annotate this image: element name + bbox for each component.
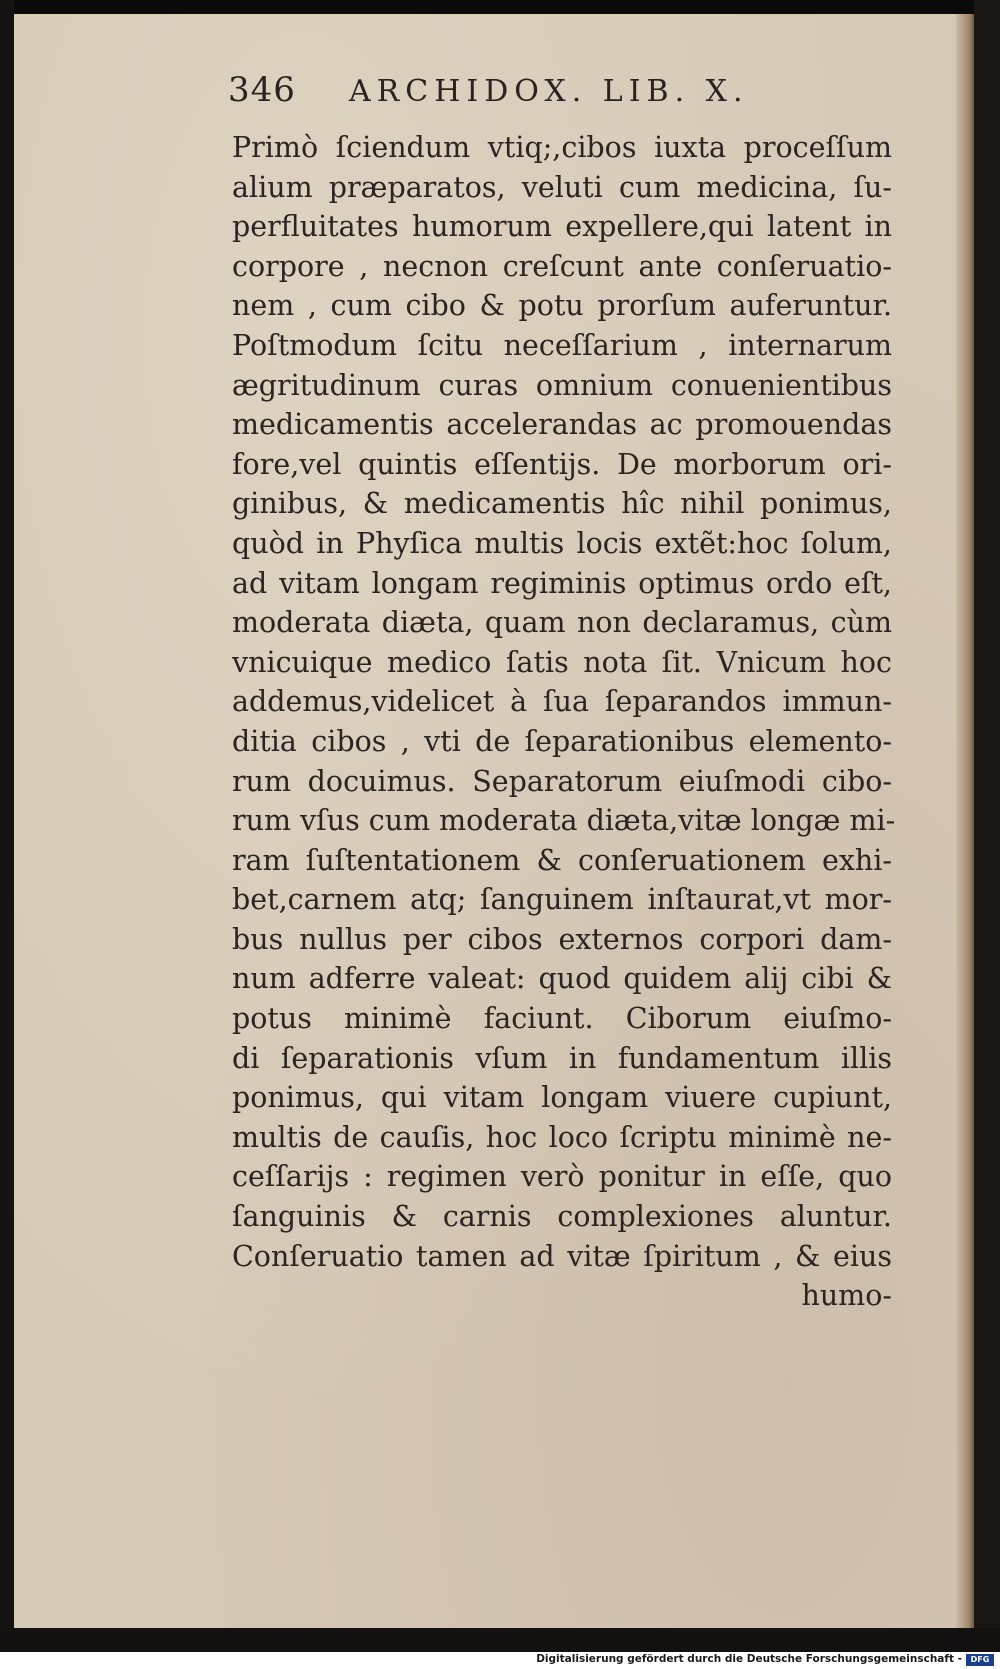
text-line: multis de cauſis, hoc loco ſcriptu minimè ne- [232, 1120, 892, 1154]
text-line: nem , cum cibo & potu prorſum auferuntur. [232, 289, 892, 323]
text-line: alium præparatos, veluti cum medicina, ſu- [232, 170, 892, 204]
text-line: ægritudinum curas omnium conuenientibus [232, 368, 892, 402]
text-line: ram ſuſtentationem & conſeruationem exhi- [232, 843, 892, 877]
text-line: vnicuique medico ſatis nota ſit. Vnicum hoc [232, 645, 892, 679]
text-line: addemus,videlicet à ſua ſeparandos immun- [232, 685, 892, 719]
text-line: ceſſarijs : regimen verò ponitur in eſſe, quo [232, 1160, 892, 1194]
page-header [228, 70, 788, 122]
text-line: Poſtmodum ſcitu neceſſarium , internarum [232, 328, 892, 362]
body-text [232, 128, 896, 1316]
text-line: quòd in Phyſica multis locis extẽt:hoc ſolum, [232, 526, 892, 560]
text-line: ditia cibos , vti de ſeparationibus elemento- [232, 724, 892, 758]
text-line: humo- [801, 1279, 892, 1313]
scan-border-left [0, 0, 14, 1652]
scan-border-right [974, 0, 1000, 1652]
footer-bar [0, 1652, 1000, 1669]
scan-border-top [0, 0, 1000, 14]
text-line: potus minimè faciunt. Ciborum eiuſmo- [232, 1002, 892, 1036]
text-line: Conſeruatio tamen ad vitæ ſpiritum , & eius [232, 1239, 892, 1273]
text-line: ſanguinis & carnis complexiones aluntur. [232, 1200, 892, 1234]
text-line: ponimus, qui vitam longam viuere cupiunt, [232, 1081, 892, 1115]
text-line: ad vitam longam regiminis optimus ordo eſt, [232, 566, 892, 600]
page-number: 346 [228, 70, 296, 110]
funding-notice: Digitalisierung gefördert durch die Deutsche Forschungsgemeinschaft - [536, 1653, 962, 1665]
running-title: ARCHIDOX. LIB. X. [349, 74, 749, 109]
text-line: moderata diæta, quam non declaramus, cùm [232, 606, 892, 640]
text-line: bus nullus per cibos externos corpori dam- [232, 922, 892, 956]
text-line: medicamentis accelerandas ac promouendas [232, 408, 892, 442]
text-line: di ſeparationis vſum in fundamentum illis [232, 1041, 892, 1075]
page-gutter-edge [956, 14, 974, 1628]
text-line: fore,vel quintis eſſentijs. De morborum ori- [232, 447, 892, 481]
scan-border-bottom [0, 1628, 1000, 1652]
text-line: Primò ſciendum vtiq;,cibos iuxta proceſſum [232, 131, 892, 164]
text-line: bet,carnem atq; ſanguinem inſtaurat,vt mor- [232, 883, 892, 917]
dfg-logo-icon: DFG [966, 1654, 994, 1666]
text-line: ginibus, & medicamentis hîc nihil ponimus, [232, 487, 892, 521]
text-line: corpore , necnon creſcunt ante conſeruatio- [232, 249, 892, 283]
text-line: rum docuimus. Separatorum eiuſmodi cibo- [232, 764, 892, 798]
text-line: rum vſus cum moderata diæta,vitæ longæ mi- [232, 804, 896, 838]
text-line: num adferre valeat: quod quidem alij cibi & [232, 962, 892, 996]
text-line: perfluitates humorum expellere,qui latent in [232, 210, 892, 244]
